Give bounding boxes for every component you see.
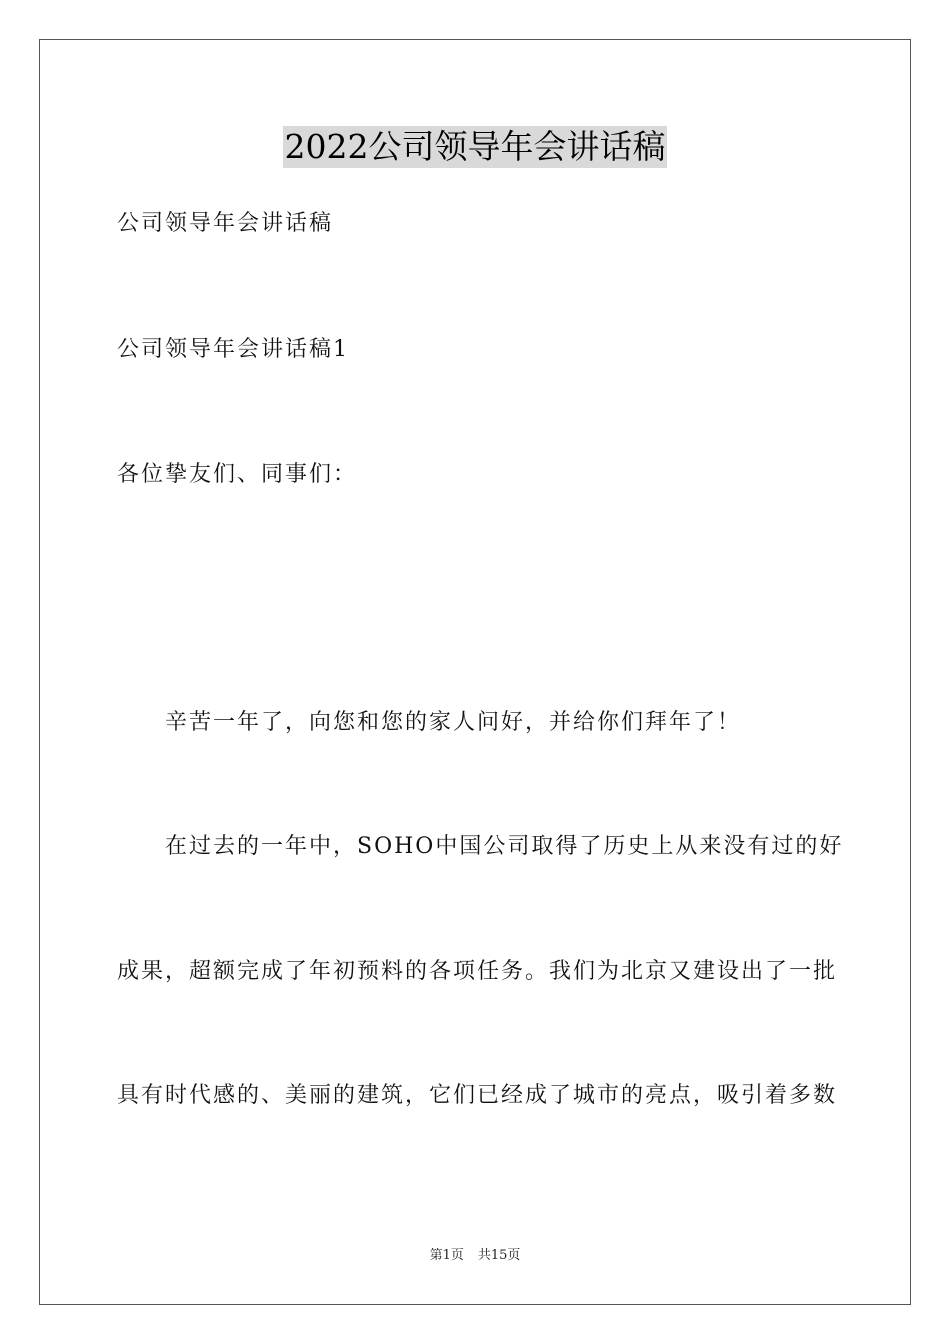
page-total: 共15页 (477, 1248, 521, 1263)
page-number: 第1页 (429, 1248, 464, 1263)
paragraph-greeting: 辛苦一年了，向您和您的家人问好，并给你们拜年了！ (165, 710, 742, 735)
section-heading: 公司领导年会讲话稿1 (117, 337, 349, 362)
document-title: 2022公司领导年会讲话稿 (284, 127, 666, 166)
title-container (0, 126, 950, 168)
page-footer (0, 1247, 950, 1265)
paragraph-line: 具有时代感的、美丽的建筑，它们已经成了城市的亮点，吸引着多数 (117, 1083, 838, 1108)
paragraph-line: 在过去的一年中，SOHO中国公司取得了历史上从来没有过的好 (165, 834, 844, 859)
salutation: 各位挚友们、同事们： (117, 462, 358, 487)
document-subtitle: 公司领导年会讲话稿 (117, 211, 334, 236)
paragraph-line: 成果，超额完成了年初预料的各项任务。我们为北京又建设出了一批 (117, 959, 838, 984)
